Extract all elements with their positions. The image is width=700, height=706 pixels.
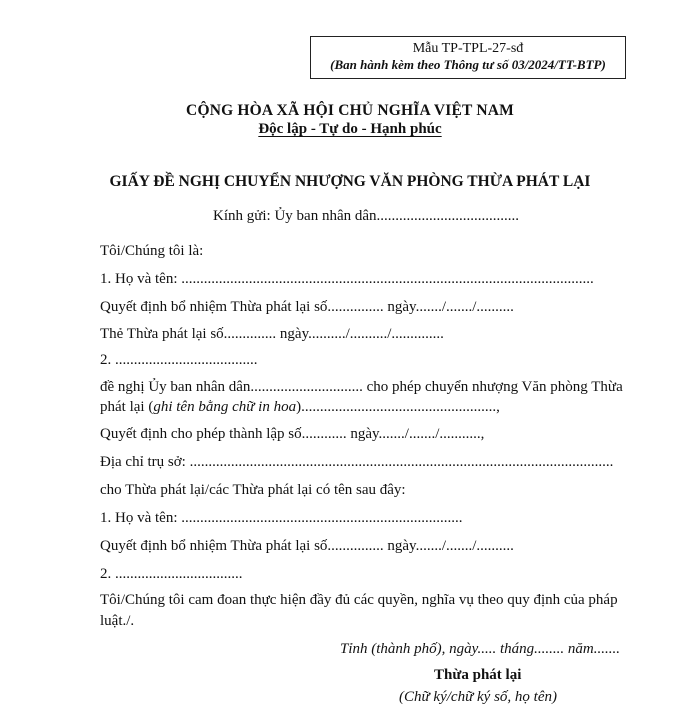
commitment-line-2: luật./.	[100, 613, 135, 629]
form-legal-basis: (Ban hành kèm theo Thông tư số 03/2024/TT-BTP)	[330, 57, 606, 72]
establishment-decision: Quyết định cho phép thành lập số............ ngày......./......./...........,	[100, 426, 485, 442]
transferee-1-name: 1. Họ và tên: ...........................................................................	[100, 510, 463, 526]
applicant-1-name: 1. Họ và tên: ..............................................................................................................	[100, 271, 594, 287]
request-line-1: đề nghị Ủy ban nhân dân.............................. cho phép chuyển nhượng Văn phòng Thừa	[100, 379, 623, 395]
signature-title: Thừa phát lại	[434, 667, 522, 683]
applicant-1-card: Thẻ Thừa phát lại số.............. ngày........../........../..............	[100, 326, 444, 342]
signature-note: (Chữ ký/chữ ký số, họ tên)	[399, 689, 557, 705]
transferee-intro: cho Thừa phát lại/các Thừa phát lại có tên sau đây:	[100, 482, 406, 498]
national-title: CỘNG HÒA XÃ HỘI CHỦ NGHĨA VIỆT NAM	[186, 102, 514, 119]
applicant-1-decision: Quyết định bổ nhiệm Thừa phát lại số............... ngày......./......./..........	[100, 299, 514, 315]
national-motto	[0, 121, 700, 138]
transferee-2: 2. ..................................	[100, 566, 243, 582]
document-title: GIẤY ĐỀ NGHỊ CHUYỂN NHƯỢNG VĂN PHÒNG THỪA PHÁT LẠI	[109, 173, 591, 190]
recipient-line: Kính gửi: Ủy ban nhân dân......................................	[213, 208, 520, 224]
form-code: Mẫu TP-TPL-27-sđ	[412, 41, 524, 56]
request-line-2-start: phát lại (	[100, 399, 154, 415]
signature-place-date: Tỉnh (thành phố), ngày..... tháng........ năm.......	[340, 641, 620, 657]
request-line-2	[100, 398, 500, 416]
request-line-2-note: ghi tên bằng chữ in hoa	[153, 399, 297, 415]
applicant-2: 2. ......................................	[100, 352, 258, 368]
office-address: Địa chỉ trụ sở: .................................................................................................................	[100, 454, 614, 470]
motto-text: Độc lập - Tự do - Hạnh phúc	[258, 121, 442, 137]
form-code-box	[310, 36, 626, 79]
request-line-2-end: )....................................................,	[296, 399, 500, 415]
intro-line: Tôi/Chúng tôi là:	[100, 243, 204, 259]
transferee-1-decision: Quyết định bổ nhiệm Thừa phát lại số............... ngày......./......./..........	[100, 538, 514, 554]
commitment-line-1: Tôi/Chúng tôi cam đoan thực hiện đầy đủ các quyền, nghĩa vụ theo quy định của pháp	[100, 592, 618, 608]
